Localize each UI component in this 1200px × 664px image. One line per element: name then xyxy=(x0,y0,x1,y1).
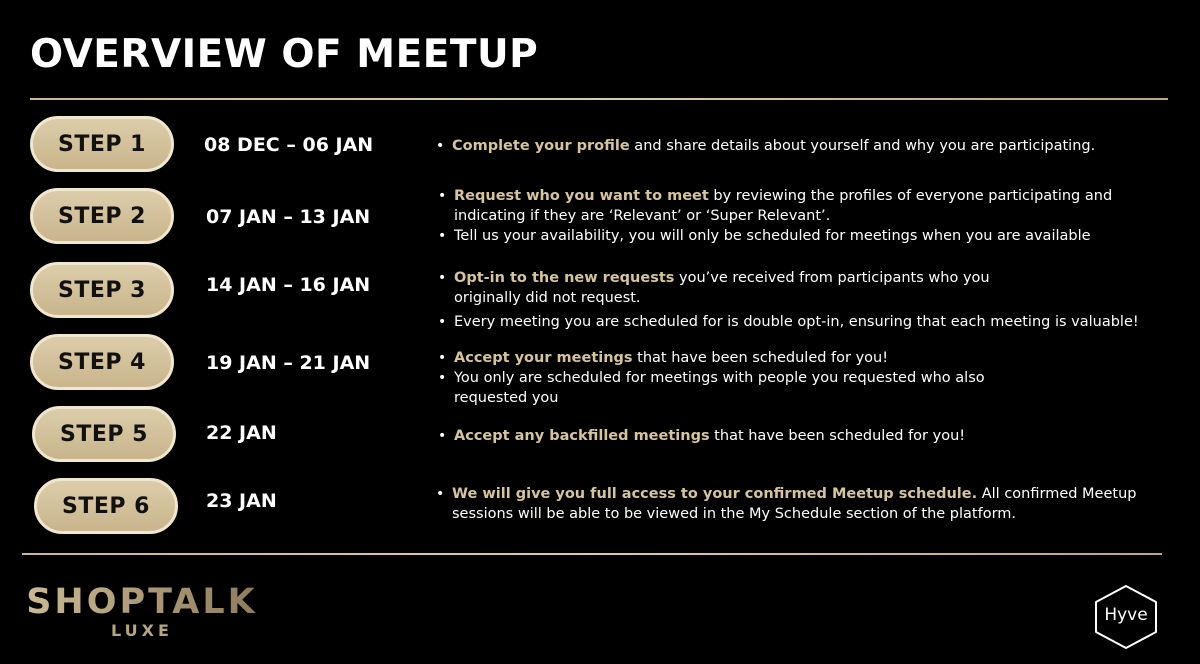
step-dates-3: 14 JAN – 16 JAN xyxy=(206,274,371,296)
hyve-logo-text: Hyve xyxy=(1104,605,1148,625)
step-badge-2: STEP 2 xyxy=(30,188,174,244)
list-item: • You only are scheduled for meetings with people you requested who also requested you xyxy=(436,368,1034,408)
step-badge-3: STEP 3 xyxy=(30,262,174,318)
list-item: • Accept your meetings that have been scheduled for you! xyxy=(436,348,1036,368)
step-badge-1: STEP 1 xyxy=(30,116,174,172)
step-bullets-4 xyxy=(436,348,1036,408)
step-badge-6: STEP 6 xyxy=(34,478,178,534)
step-dates-4: 19 JAN – 21 JAN xyxy=(206,352,371,374)
logo-sub-text: LUXE xyxy=(111,621,173,640)
step-dates-6: 23 JAN xyxy=(206,490,277,512)
step-bullets-5 xyxy=(436,426,1136,446)
bottom-divider xyxy=(22,553,1162,555)
list-item: • Tell us your availability, you will only be scheduled for meetings when you are available xyxy=(436,226,1166,246)
page-title: OVERVIEW OF MEETUP xyxy=(30,32,539,77)
step-bullets-6 xyxy=(434,484,1164,524)
step-bullets-3 xyxy=(436,268,1196,332)
list-item: • Complete your profile and share details about yourself and why you are participating. xyxy=(434,136,1174,156)
list-item: • Opt-in to the new requests you’ve received from participants who you originally did not request. xyxy=(436,268,1014,308)
step-badge-5: STEP 5 xyxy=(32,406,176,462)
shoptalk-luxe-logo xyxy=(22,583,262,641)
step-badge-4: STEP 4 xyxy=(30,334,174,390)
step-dates-5: 22 JAN xyxy=(206,422,277,444)
step-bullets-2 xyxy=(436,186,1166,246)
list-item: • Every meeting you are scheduled for is double opt-in, ensuring that each meeting is valuable! xyxy=(436,312,1196,332)
list-item: • We will give you full access to your confirmed Meetup schedule. All confirmed Meetup sessions will be able to be viewed in the My Schedule section of the platform. xyxy=(434,484,1164,524)
step-dates-2: 07 JAN – 13 JAN xyxy=(206,206,371,228)
logo-main-text: SHOPTALK xyxy=(22,583,262,621)
list-item: • Request who you want to meet by reviewing the profiles of everyone participating and indicating if they are ‘Relevant’ or ‘Super Relevant’. xyxy=(436,186,1166,226)
step-bullets-1 xyxy=(434,136,1174,156)
list-item: • Accept any backfilled meetings that have been scheduled for you! xyxy=(436,426,1136,446)
step-dates-1: 08 DEC – 06 JAN xyxy=(204,134,374,156)
top-divider xyxy=(30,98,1168,100)
